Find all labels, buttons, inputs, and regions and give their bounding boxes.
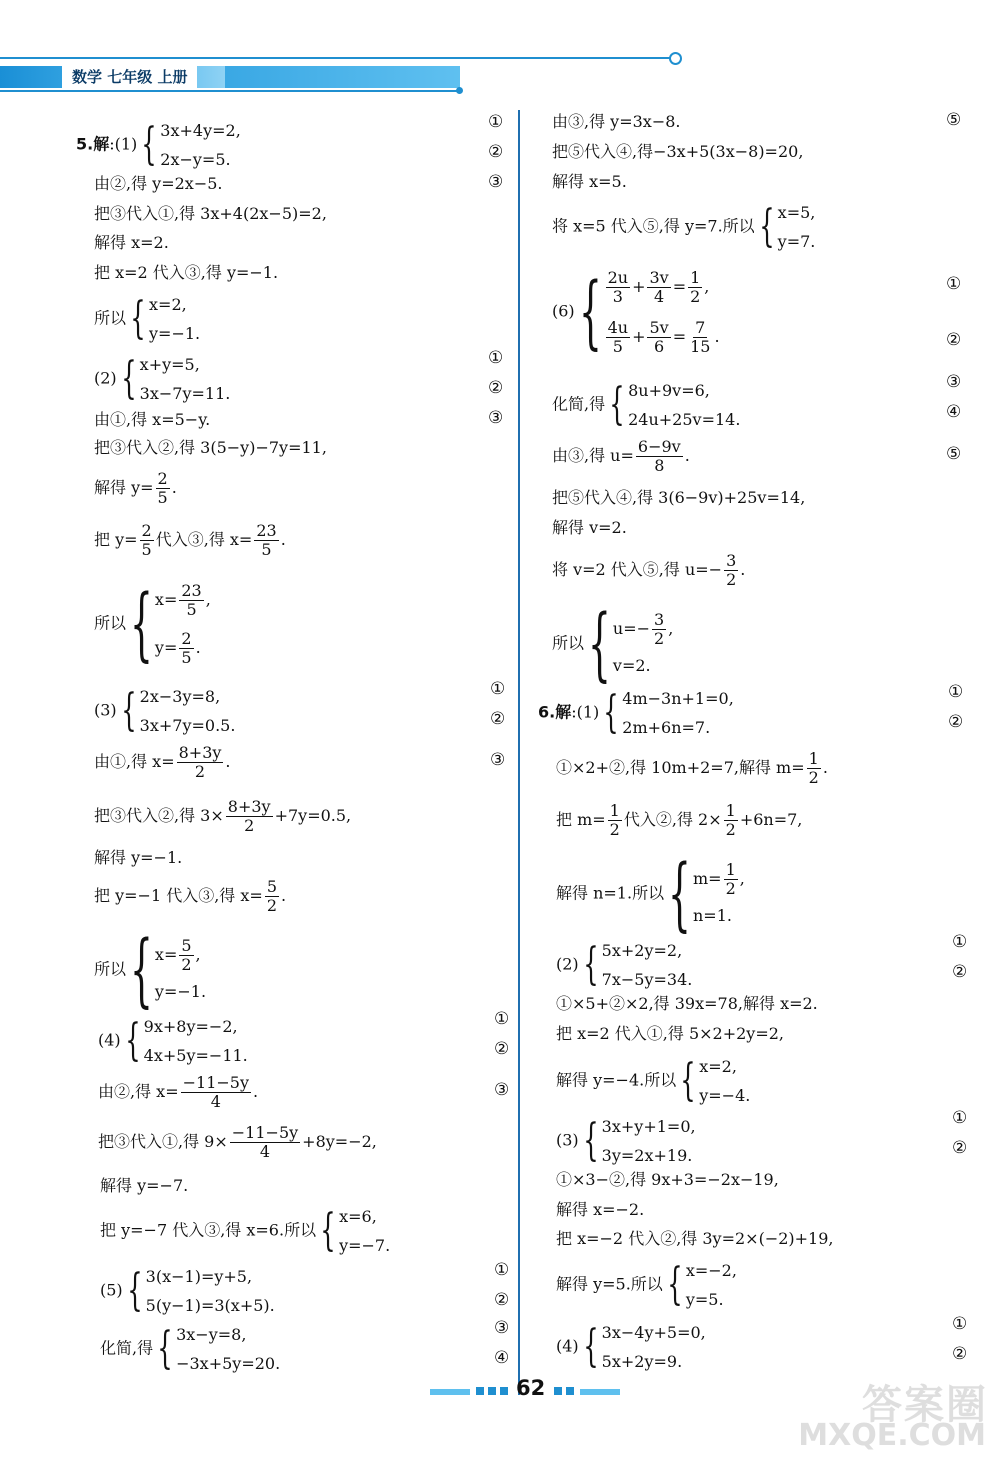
denominator: 2 bbox=[726, 570, 737, 589]
page-header-title: 数学 七年级 上册 bbox=[62, 66, 197, 88]
footer-square-icon bbox=[554, 1387, 562, 1395]
step-line: 由②,得 y=2x−5. bbox=[94, 174, 223, 193]
equation: 3x−y=8, bbox=[176, 1325, 247, 1344]
denominator: 5 bbox=[181, 648, 192, 667]
problem-6-system: (6) { $\frac{2u}{3}$ + $\frac{3v}{4}$ = $\frac{1}{2}$ , $\frac{4u}{5}$ + $\frac{5v}{6}$ = $\frac{7}{15}$ . bbox=[552, 262, 720, 362]
text: , bbox=[739, 869, 745, 888]
watermark-logo: 答案圈 bbox=[862, 1382, 988, 1428]
text: 由①,得 x= bbox=[94, 752, 175, 771]
marker-3: ③ bbox=[488, 408, 504, 428]
equation: x=−2, bbox=[685, 1261, 737, 1280]
text: 把 m= bbox=[556, 810, 606, 829]
text: +8y=−2, bbox=[302, 1132, 377, 1151]
text: . bbox=[280, 530, 286, 549]
marker-5: ⑤ bbox=[946, 444, 962, 464]
text: . bbox=[225, 752, 231, 771]
answer-system: 所以 { u=− $\frac{3}{2}$ , v=2. bbox=[552, 597, 674, 690]
equation: 24u+25v=14. bbox=[628, 410, 741, 429]
numerator: 23 bbox=[181, 581, 202, 600]
step-line-fraction bbox=[552, 552, 745, 589]
denominator: 2 bbox=[194, 762, 206, 781]
text: 代入③,得 x= bbox=[155, 530, 253, 549]
denominator: 2 bbox=[690, 287, 701, 306]
equation bbox=[693, 857, 745, 901]
answer-system: 解得 y=−4.所以 { x=2, y=−4. bbox=[556, 1052, 750, 1110]
footer-bar-right bbox=[580, 1389, 620, 1395]
step-line: 解得 x=−2. bbox=[556, 1200, 645, 1219]
equation bbox=[613, 607, 673, 651]
text: 把 y= bbox=[94, 530, 138, 549]
marker-1: ① bbox=[952, 1108, 968, 1128]
step-line-fraction bbox=[98, 1074, 258, 1111]
marker-2: ② bbox=[488, 142, 504, 162]
equation: 5x+2y=9. bbox=[601, 1352, 683, 1371]
simplified-system: 化简,得 { 3x−y=8, −3x+5y=20. bbox=[100, 1320, 280, 1378]
equation: y=5. bbox=[685, 1290, 724, 1309]
numerator: 1 bbox=[609, 801, 620, 820]
marker-1: ① bbox=[946, 274, 962, 294]
denominator: 15 bbox=[690, 337, 711, 356]
marker-5: ⑤ bbox=[946, 110, 962, 130]
text: m= bbox=[692, 869, 722, 888]
marker-2: ② bbox=[494, 1039, 510, 1059]
numerator: 6−9v bbox=[637, 437, 681, 456]
text: = bbox=[672, 277, 687, 296]
equation: y=7. bbox=[777, 232, 816, 251]
text: ①×2+②,得 10m+2=7,解得 m= bbox=[556, 758, 805, 777]
answer-system: 把 y=−7 代入③,得 x=6.所以 { x=6, y=−7. bbox=[100, 1202, 390, 1260]
equation: 8u+9v=6, bbox=[628, 381, 710, 400]
header-dot-icon bbox=[456, 87, 463, 94]
equation: x=5, bbox=[777, 203, 816, 222]
numerator: 2u bbox=[607, 268, 629, 287]
marker-2: ② bbox=[952, 1138, 968, 1158]
marker-1: ① bbox=[488, 348, 504, 368]
header-rule-bottom bbox=[0, 90, 460, 92]
part-tag: :(1) bbox=[571, 702, 600, 722]
text: 由②,得 x= bbox=[98, 1082, 179, 1101]
problem-5-4-system: (4) { 9x+8y=−2, 4x+5y=−11. bbox=[98, 1012, 248, 1070]
equation: v=2. bbox=[612, 656, 651, 675]
step-line: 把③代入②,得 3(5−y)−7y=11, bbox=[94, 438, 327, 457]
equation: n=1. bbox=[692, 906, 732, 925]
equation bbox=[604, 312, 720, 362]
marker-1: ① bbox=[952, 932, 968, 952]
part-tag: (6) bbox=[552, 301, 575, 321]
step-line: ①×5+②×2,得 39x=78,解得 x=2. bbox=[556, 994, 818, 1013]
marker-4: ④ bbox=[494, 1348, 510, 1368]
text: + bbox=[632, 277, 646, 296]
equation: 3x+7y=0.5. bbox=[139, 716, 236, 735]
equation: 3x−7y=11. bbox=[139, 384, 231, 403]
text: 解得 y= bbox=[94, 478, 154, 497]
denominator: 5 bbox=[186, 600, 197, 619]
text: y= bbox=[154, 638, 178, 657]
marker-1: ① bbox=[494, 1009, 510, 1029]
equation: 9x+8y=−2, bbox=[143, 1017, 238, 1036]
problem-6-4-system: (4) { 3x−4y+5=0, 5x+2y=9. bbox=[556, 1318, 706, 1376]
step-line: 把 x=−2 代入②,得 3y=2×(−2)+19, bbox=[556, 1229, 834, 1248]
text: x= bbox=[154, 945, 178, 964]
part-tag: (3) bbox=[94, 700, 117, 720]
part-tag: (2) bbox=[556, 954, 579, 974]
answer-system: 解得 y=5.所以 { x=−2, y=5. bbox=[556, 1256, 737, 1314]
denominator: 4 bbox=[210, 1092, 221, 1111]
text: 解得 y=5.所以 bbox=[556, 1274, 663, 1294]
marker-1: ① bbox=[494, 1260, 510, 1280]
step-line: 把 x=2 代入①,得 5×2+2y=2, bbox=[556, 1024, 785, 1043]
step-line: 把⑤代入④,得 3(6−9v)+25v=14, bbox=[552, 488, 806, 507]
denominator: 4 bbox=[653, 287, 665, 306]
marker-1: ① bbox=[488, 112, 504, 132]
part-tag: (3) bbox=[556, 1130, 579, 1150]
equation: 4m−3n+1=0, bbox=[622, 689, 734, 708]
denominator: 2 bbox=[725, 820, 736, 839]
equation: 2x−3y=8, bbox=[139, 687, 221, 706]
equation: y=−7. bbox=[339, 1236, 391, 1255]
text: 解得 y=−4.所以 bbox=[556, 1070, 677, 1090]
denominator: 2 bbox=[808, 768, 819, 787]
equation: y=−4. bbox=[699, 1086, 751, 1105]
numerator: 5 bbox=[181, 936, 192, 955]
marker-2: ② bbox=[488, 378, 504, 398]
answer-system: 将 x=5 代入⑤,得 y=7.所以 { x=5, y=7. bbox=[552, 198, 815, 256]
equation: 3x+4y=2, bbox=[160, 121, 241, 140]
marker-2: ② bbox=[490, 709, 506, 729]
problem-5-2-system: (2) { x+y=5, 3x−7y=11. bbox=[94, 350, 230, 408]
step-line: 解得 y=−7. bbox=[100, 1176, 189, 1195]
answer-prefix: 所以 bbox=[94, 959, 127, 979]
text: 化简,得 bbox=[552, 394, 606, 414]
text: x= bbox=[154, 590, 178, 609]
footer-square-icon bbox=[500, 1387, 508, 1395]
header-band-right bbox=[225, 66, 460, 88]
denominator: 6 bbox=[653, 337, 665, 356]
footer-square-icon bbox=[488, 1387, 496, 1395]
answer-system: 所以 { x=2, y=−1. bbox=[94, 290, 200, 348]
numerator: 3 bbox=[726, 551, 737, 570]
text: , bbox=[704, 277, 710, 296]
text: 代入②,得 2× bbox=[623, 810, 722, 829]
marker-2: ② bbox=[952, 962, 968, 982]
denominator: 4 bbox=[259, 1142, 271, 1161]
text: + bbox=[632, 327, 646, 346]
part-tag: :(1) bbox=[109, 134, 138, 154]
numerator: 1 bbox=[690, 268, 701, 287]
answer-prefix: 所以 bbox=[552, 633, 585, 653]
numerator: 4u bbox=[607, 318, 629, 337]
answer-system: 解得 n=1.所以 { m= $\frac{1}{2}$ , n=1. bbox=[556, 847, 745, 940]
equation: 5x+2y=2, bbox=[601, 941, 683, 960]
answer-system: 所以 { x= $\frac{5}{2}$ , y=−1. bbox=[94, 923, 207, 1016]
step-line: 把③代入①,得 3x+4(2x−5)=2, bbox=[94, 204, 327, 223]
marker-3: ③ bbox=[488, 172, 504, 192]
problem-6-1-system: 6.解:(1) { 4m−3n+1=0, 2m+6n=7. bbox=[538, 684, 734, 742]
text: 把 y=−1 代入③,得 x= bbox=[94, 886, 263, 905]
step-line-fraction bbox=[94, 878, 286, 915]
step-line: 解得 x=2. bbox=[94, 233, 169, 252]
numerator: −11−5y bbox=[182, 1073, 249, 1092]
marker-2: ② bbox=[946, 330, 962, 350]
marker-3: ③ bbox=[946, 372, 962, 392]
step-line: 由③,得 y=3x−8. bbox=[552, 112, 681, 131]
marker-3: ③ bbox=[494, 1080, 510, 1100]
equation: 3x−4y+5=0, bbox=[601, 1323, 706, 1342]
denominator: 5 bbox=[141, 540, 152, 559]
problem-6-3-system: (3) { 3x+y+1=0, 3y=2x+19. bbox=[556, 1112, 696, 1170]
text: 把 y=−7 代入③,得 x=6.所以 bbox=[100, 1220, 317, 1240]
step-line: 把⑤代入④,得−3x+5(3x−8)=20, bbox=[552, 142, 804, 161]
numerator: 8+3y bbox=[227, 797, 271, 816]
numerator: 5v bbox=[649, 318, 669, 337]
step-line-fraction bbox=[98, 1124, 377, 1161]
step-line-fraction bbox=[94, 744, 231, 781]
marker-2: ② bbox=[948, 712, 964, 732]
marker-1: ① bbox=[952, 1314, 968, 1334]
marker-3: ③ bbox=[494, 1318, 510, 1338]
header-circle-icon bbox=[669, 52, 682, 65]
text: . bbox=[684, 446, 690, 465]
equation: 2x−y=5. bbox=[160, 150, 231, 169]
equation: x=2, bbox=[699, 1057, 737, 1076]
answer-prefix: 所以 bbox=[94, 308, 127, 328]
text: . bbox=[822, 758, 828, 777]
numerator: 2 bbox=[181, 629, 192, 648]
footer-bar-left bbox=[430, 1389, 470, 1395]
step-line: 解得 x=5. bbox=[552, 172, 627, 191]
numerator: 1 bbox=[725, 801, 736, 820]
problem-5-5-system: (5) { 3(x−1)=y+5, 5(y−1)=3(x+5). bbox=[100, 1262, 275, 1320]
text: 把③代入②,得 3× bbox=[94, 806, 224, 825]
step-line-fraction bbox=[94, 522, 286, 559]
equation bbox=[155, 624, 211, 672]
text: = bbox=[672, 327, 687, 346]
simplified-system: 化简,得 { 8u+9v=6, 24u+25v=14. bbox=[552, 376, 740, 434]
step-line: 把 x=2 代入③,得 y=−1. bbox=[94, 263, 279, 282]
text: 把③代入①,得 9× bbox=[98, 1132, 228, 1151]
equation: x=2, bbox=[149, 295, 187, 314]
problem-5-1-system: 5.解:(1) { 3x+4y=2, 2x−y=5. bbox=[76, 116, 241, 174]
equation: y=−1. bbox=[149, 324, 201, 343]
text: . bbox=[195, 638, 201, 657]
equation: 4x+5y=−11. bbox=[143, 1046, 248, 1065]
problem-6-2-system: (2) { 5x+2y=2, 7x−5y=34. bbox=[556, 936, 692, 994]
equation: y=−1. bbox=[154, 982, 207, 1001]
equation: 2m+6n=7. bbox=[622, 718, 711, 737]
text: , bbox=[195, 945, 201, 964]
numerator: 3 bbox=[654, 610, 665, 629]
equation bbox=[155, 576, 211, 624]
numerator: 7 bbox=[695, 318, 706, 337]
numerator: 3v bbox=[649, 268, 669, 287]
numerator: 5 bbox=[266, 877, 277, 896]
text: . bbox=[171, 478, 177, 497]
footer-square-icon bbox=[476, 1387, 484, 1395]
equation: 3(x−1)=y+5, bbox=[145, 1267, 253, 1286]
numerator: −11−5y bbox=[231, 1123, 299, 1142]
denominator: 2 bbox=[266, 896, 277, 915]
text: 化简,得 bbox=[100, 1338, 154, 1358]
text: 由③,得 u= bbox=[552, 446, 634, 465]
step-line: 由①,得 x=5−y. bbox=[94, 410, 211, 429]
part-tag: (5) bbox=[100, 1280, 123, 1300]
column-divider bbox=[518, 110, 520, 1395]
step-line-fraction bbox=[556, 750, 828, 787]
part-tag: (4) bbox=[98, 1030, 121, 1050]
problem-5-label: 5.解 bbox=[76, 134, 110, 154]
text: u=− bbox=[612, 619, 651, 638]
text: . bbox=[714, 327, 720, 346]
page-number: 62 bbox=[516, 1376, 546, 1400]
step-line: 解得 v=2. bbox=[552, 518, 627, 537]
footer-square-icon bbox=[566, 1387, 574, 1395]
marker-2: ② bbox=[494, 1290, 510, 1310]
text: 将 x=5 代入⑤,得 y=7.所以 bbox=[552, 216, 755, 236]
denominator: 2 bbox=[725, 879, 736, 898]
marker-2: ② bbox=[952, 1344, 968, 1364]
denominator: 5 bbox=[261, 540, 272, 559]
step-line: 解得 y=−1. bbox=[94, 848, 183, 867]
equation: x+y=5, bbox=[139, 355, 200, 374]
text: . bbox=[253, 1082, 259, 1101]
equation: 7x−5y=34. bbox=[601, 970, 693, 989]
numerator: 1 bbox=[808, 749, 819, 768]
text: . bbox=[281, 886, 287, 905]
step-line: ①×3−②,得 9x+3=−2x−19, bbox=[556, 1170, 779, 1189]
numerator: 2 bbox=[157, 469, 168, 488]
denominator: 2 bbox=[609, 820, 620, 839]
denominator: 2 bbox=[654, 629, 665, 648]
text: +6n=7, bbox=[739, 810, 803, 829]
marker-1: ① bbox=[490, 679, 506, 699]
equation: x=6, bbox=[339, 1207, 377, 1226]
numerator: 2 bbox=[141, 521, 152, 540]
denominator: 8 bbox=[654, 456, 665, 475]
text: , bbox=[205, 590, 211, 609]
denominator: 5 bbox=[612, 337, 623, 356]
marker-4: ④ bbox=[946, 402, 962, 422]
text: +7y=0.5, bbox=[274, 806, 352, 825]
equation: 3y=2x+19. bbox=[601, 1146, 693, 1165]
equation: −3x+5y=20. bbox=[176, 1354, 281, 1373]
marker-3: ③ bbox=[490, 750, 506, 770]
marker-1: ① bbox=[948, 682, 964, 702]
part-tag: (4) bbox=[556, 1336, 579, 1356]
numerator: 1 bbox=[725, 860, 736, 879]
step-line-fraction bbox=[94, 798, 351, 835]
answer-prefix: 所以 bbox=[94, 613, 127, 633]
equation bbox=[155, 933, 206, 977]
step-line-fraction bbox=[94, 470, 177, 507]
denominator: 2 bbox=[181, 955, 192, 974]
part-tag: (2) bbox=[94, 368, 117, 388]
numerator: 8+3y bbox=[178, 743, 222, 762]
denominator: 3 bbox=[612, 287, 623, 306]
denominator: 5 bbox=[157, 488, 168, 507]
equation: 3x+y+1=0, bbox=[601, 1117, 696, 1136]
numerator: 23 bbox=[256, 521, 277, 540]
denominator: 2 bbox=[244, 816, 255, 835]
text: 将 v=2 代入⑤,得 u=− bbox=[552, 560, 723, 579]
equation: 5(y−1)=3(x+5). bbox=[145, 1296, 275, 1315]
watermark-url: MXQE.COM bbox=[798, 1418, 986, 1453]
text: . bbox=[740, 560, 746, 579]
answer-system: 所以 { x= $\frac{23}{5}$ , y= $\frac{2}{5}$ . bbox=[94, 577, 211, 670]
header-rule-top bbox=[0, 57, 672, 59]
step-line-fraction bbox=[552, 438, 690, 475]
text: 解得 n=1.所以 bbox=[556, 883, 665, 903]
step-line-fraction bbox=[556, 802, 802, 839]
equation bbox=[604, 262, 720, 312]
text: , bbox=[668, 619, 674, 638]
problem-6-label: 6.解 bbox=[538, 702, 572, 722]
problem-5-3-system: (3) { 2x−3y=8, 3x+7y=0.5. bbox=[94, 682, 235, 740]
